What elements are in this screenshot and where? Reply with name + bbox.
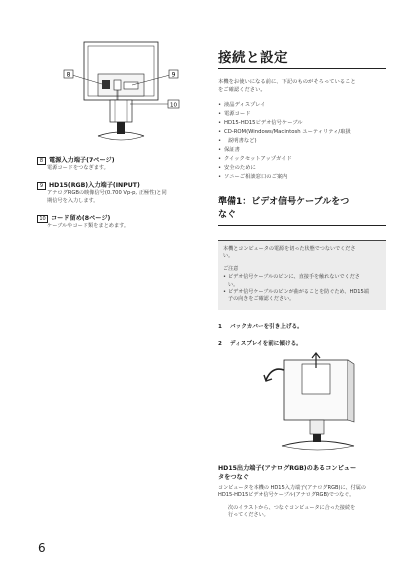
- step-list: [218, 323, 386, 348]
- setup-section: [218, 46, 386, 357]
- caution-label: ご注意: [223, 265, 239, 272]
- list-item: • HD15-HD15ビデオ信号ケーブル: [218, 119, 386, 128]
- callout-tag-8: 8: [66, 71, 71, 79]
- callout-list: [37, 156, 197, 240]
- callout-title: 電源入力端子(7ページ): [49, 157, 115, 164]
- subsection-body-secondary: 次のイラストから、つなぐコンピュータに合った接続を 行ってください。: [228, 504, 356, 519]
- step-item: [218, 323, 386, 331]
- prep1-heading: 準備1：ビデオ信号ケーブルをつ なぐ: [218, 197, 350, 220]
- list-item: • 保証書: [218, 146, 386, 155]
- step-number: 1: [218, 323, 222, 330]
- callout-description: ケーブルやコード類をまとめます。: [47, 223, 130, 230]
- section-title: 接続と設定: [218, 50, 288, 66]
- page-number: 6: [38, 541, 46, 555]
- callout-hd15-input: [37, 181, 197, 205]
- callout-power-input: [37, 156, 197, 172]
- callout-number: 10: [37, 215, 48, 223]
- callout-tag-9: 9: [171, 71, 176, 79]
- callout-title: コード留め(8ページ): [51, 215, 111, 223]
- tilt-display-illustration: [262, 352, 374, 454]
- list-item: • クイックセットアップガイド: [218, 155, 386, 164]
- callout-tag-10: 10: [170, 102, 177, 109]
- step-number: 2: [218, 340, 222, 347]
- analog-connection-section: [218, 464, 386, 520]
- callout-cord-holder: [37, 214, 197, 230]
- subsection-heading: HD15出力端子(アナログRGB)のあるコンピュー タをつなぐ: [218, 465, 357, 481]
- package-checklist: [218, 101, 386, 182]
- callout-number: 9: [37, 182, 46, 190]
- title-rule: [218, 68, 386, 69]
- caution-list: [223, 274, 381, 304]
- list-item-continuation: • 説明書など): [218, 137, 386, 146]
- caution-item: • ビデオ信号ケーブルのピンに、直接手を触れないでくださ い。: [223, 274, 381, 289]
- caution-lead: 本機とコンピュータの電源を切った状態でつないでくださ い。: [223, 246, 356, 260]
- callout-number: 8: [37, 157, 46, 165]
- heading-rule: [218, 225, 386, 226]
- callout-description: アナログRGBの映像信号(0.700 Vp-p, 正極性)と同 期信号を入力します。: [47, 190, 167, 204]
- caution-box: [218, 240, 386, 310]
- list-item: • 液晶ディスプレイ: [218, 101, 386, 110]
- list-item: • 安全のために: [218, 164, 386, 173]
- subsection-body: コンピュータを本機の HD15入力端子(アナログRGB)に、付属の HD15-HD15ビデオ信号ケーブル(アナログRGB)でつなぐ。: [218, 485, 366, 499]
- step-item: [218, 340, 386, 348]
- caution-item: • ビデオ信号ケーブルのピンが曲がることを防ぐため、HD15端 子の向きをご確認ください。: [223, 289, 381, 304]
- step-text: バックカバーを引き上げる。: [230, 323, 303, 330]
- list-item: • ソニーご相談窓口のご案内: [218, 173, 386, 182]
- monitor-rear-illustration: [62, 40, 180, 145]
- list-item: • 電源コード: [218, 110, 386, 119]
- step-text: ディスプレイを前に傾ける。: [230, 340, 302, 347]
- callout-description: 電源コードをつなぎます。: [47, 165, 109, 171]
- callout-title: HD15(RGB)入力端子(INPUT): [49, 182, 140, 190]
- list-item: • CD-ROM(Windows/Macintosh ユーティリティ/取扱: [218, 128, 386, 137]
- section-intro: 本機をお使いになる前に、下記のものがそろっていること をご確認ください。: [218, 79, 356, 93]
